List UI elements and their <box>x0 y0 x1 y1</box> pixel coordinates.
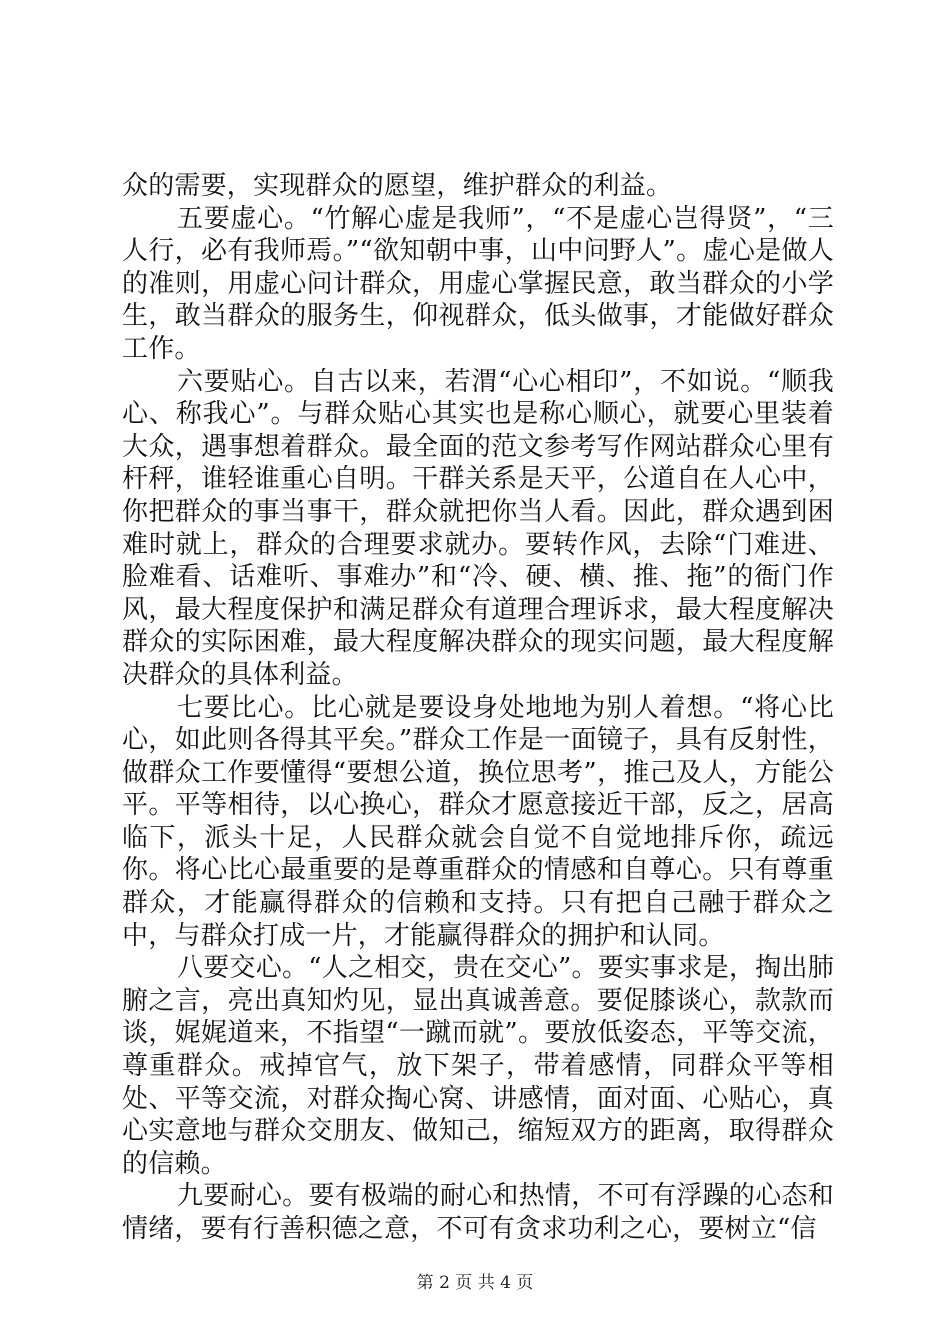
page-number-footer: 第 2 页 共 4 页 <box>416 1273 534 1293</box>
paragraph-closeness: 六要贴心。自古以来，若渭“心心相印”，不如说。“顺我心、称我心”。与群众贴心其实也是称心顺心，就要心里装着大众，遇事想着群众。最全面的范文参考写作网站群众心里有杆秤，谁轻谁重心自明。干群关系是天平，公道自在人心中，你把群众的事当事干，群众就把你当人看。因此，群众遇到困难时就上，群众的合理要求就办。要转作风，去除“门难进、脸难看、话难听、事难办”和“冷、硬、横、推、拖”的衙门作风，最大程度保护和满足群众有道理合理诉求，最大程度解决群众的实际困难，最大程度解决群众的现实问题，最大程度解决群众的具体利益。 <box>122 366 834 690</box>
paragraph-heart-to-heart: 八要交心。“人之相交，贵在交心”。要实事求是，掏出肺腑之言，亮出真知灼见，显出真诚善意。要促膝谈心，款款而谈，娓娓道来，不指望“一蹴而就”。要放低姿态，平等交流，尊重群众。戒掉官气，放下架子，带着感情，同群众平等相处、平等交流，对群众掏心窝、讲感情，面对面、心贴心，真心实意地与群众交朋友、做知己，缩短双方的距离，取得群众的信赖。 <box>122 953 834 1179</box>
document-body <box>122 170 834 1246</box>
paragraph-patience: 九要耐心。要有极端的耐心和热情，不可有浮躁的心态和情绪，要有行善积德之意，不可有贪求功利之心，要树立“信 <box>122 1181 834 1244</box>
paragraph-empathy: 七要比心。比心就是要设身处地地为别人着想。“将心比心，如此则各得其平矣。”群众工作是一面镜子，具有反射性，做群众工作要懂得“要想公道，换位思考”，推己及人，方能公平。平等相待，以心换心，群众才愿意接近干部，反之，居高临下，派头十足，人民群众就会自觉不自觉地排斥你，疏远你。将心比心最重要的是尊重群众的情感和自尊心。只有尊重群众，才能赢得群众的信赖和支持。只有把自己融于群众之中，与群众打成一片，才能赢得群众的拥护和认同。 <box>122 692 834 951</box>
paragraph-continuation: 众的需要，实现群众的愿望，维护群众的利益。 <box>122 171 673 201</box>
paragraph-humility: 五要虚心。“竹解心虚是我师”，“不是虚心岂得贤”，“三人行，必有我师焉。”“欲知朝中事，山中问野人”。虚心是做人的准则，用虚心问计群众，用虚心掌握民意，敢当群众的小学生，敢当群众的服务生，仰视群众，低头做事，才能做好群众工作。 <box>122 203 834 364</box>
